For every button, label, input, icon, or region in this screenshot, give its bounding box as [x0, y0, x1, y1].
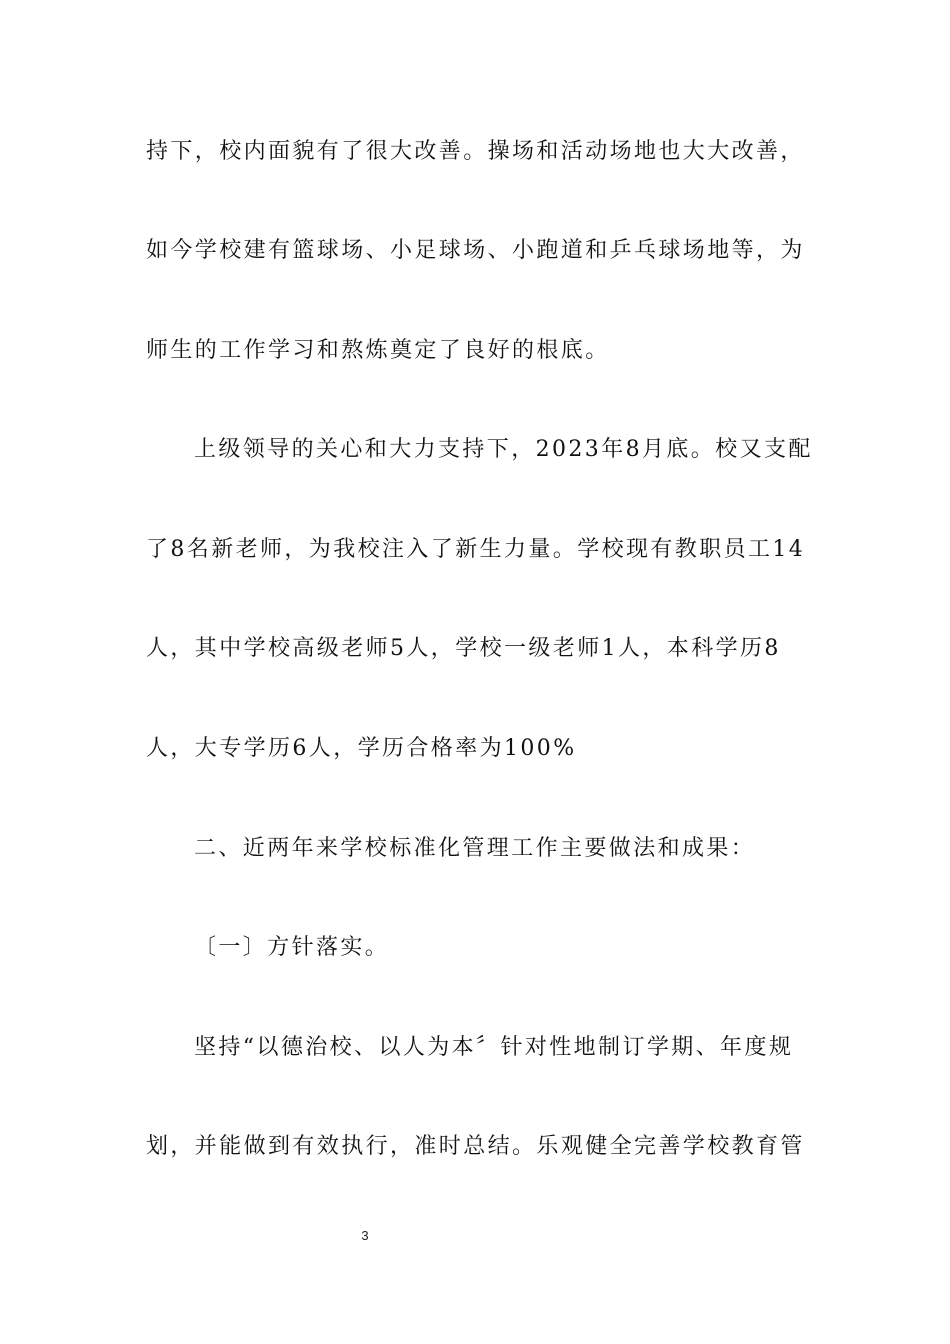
section-heading: 二、近两年来学校标准化管理工作主要做法和成果：	[194, 836, 756, 861]
page-number: 3	[361, 1228, 369, 1243]
paragraph-start-line: 上级领导的关心和大力支持下，2023年8月底。校又支配	[194, 437, 813, 462]
text-line: 人，其中学校高级老师5人，学校一级老师1人，本科学历8	[146, 636, 781, 661]
subsection-heading: 〔一〕方针落实。	[194, 935, 390, 960]
text-line: 划，并能做到有效执行，准时总结。乐观健全完善学校教育管	[146, 1134, 805, 1159]
text-line: 师生的工作学习和熬炼奠定了良好的根底。	[146, 338, 610, 363]
paragraph-start-line: 坚持“以德治校、以人为本〞针对性地制订学期、年度规	[194, 1035, 794, 1060]
text-line: 人，大专学历6人，学历合格率为100%	[146, 736, 577, 761]
text-line: 了8名新老师，为我校注入了新生力量。学校现有教职员工14	[146, 537, 806, 562]
text-line: 持下，校内面貌有了很大改善。操场和活动场地也大大改善，	[146, 139, 805, 164]
text-line: 如今学校建有篮球场、小足球场、小跑道和乒乓球场地等，为	[146, 238, 805, 263]
